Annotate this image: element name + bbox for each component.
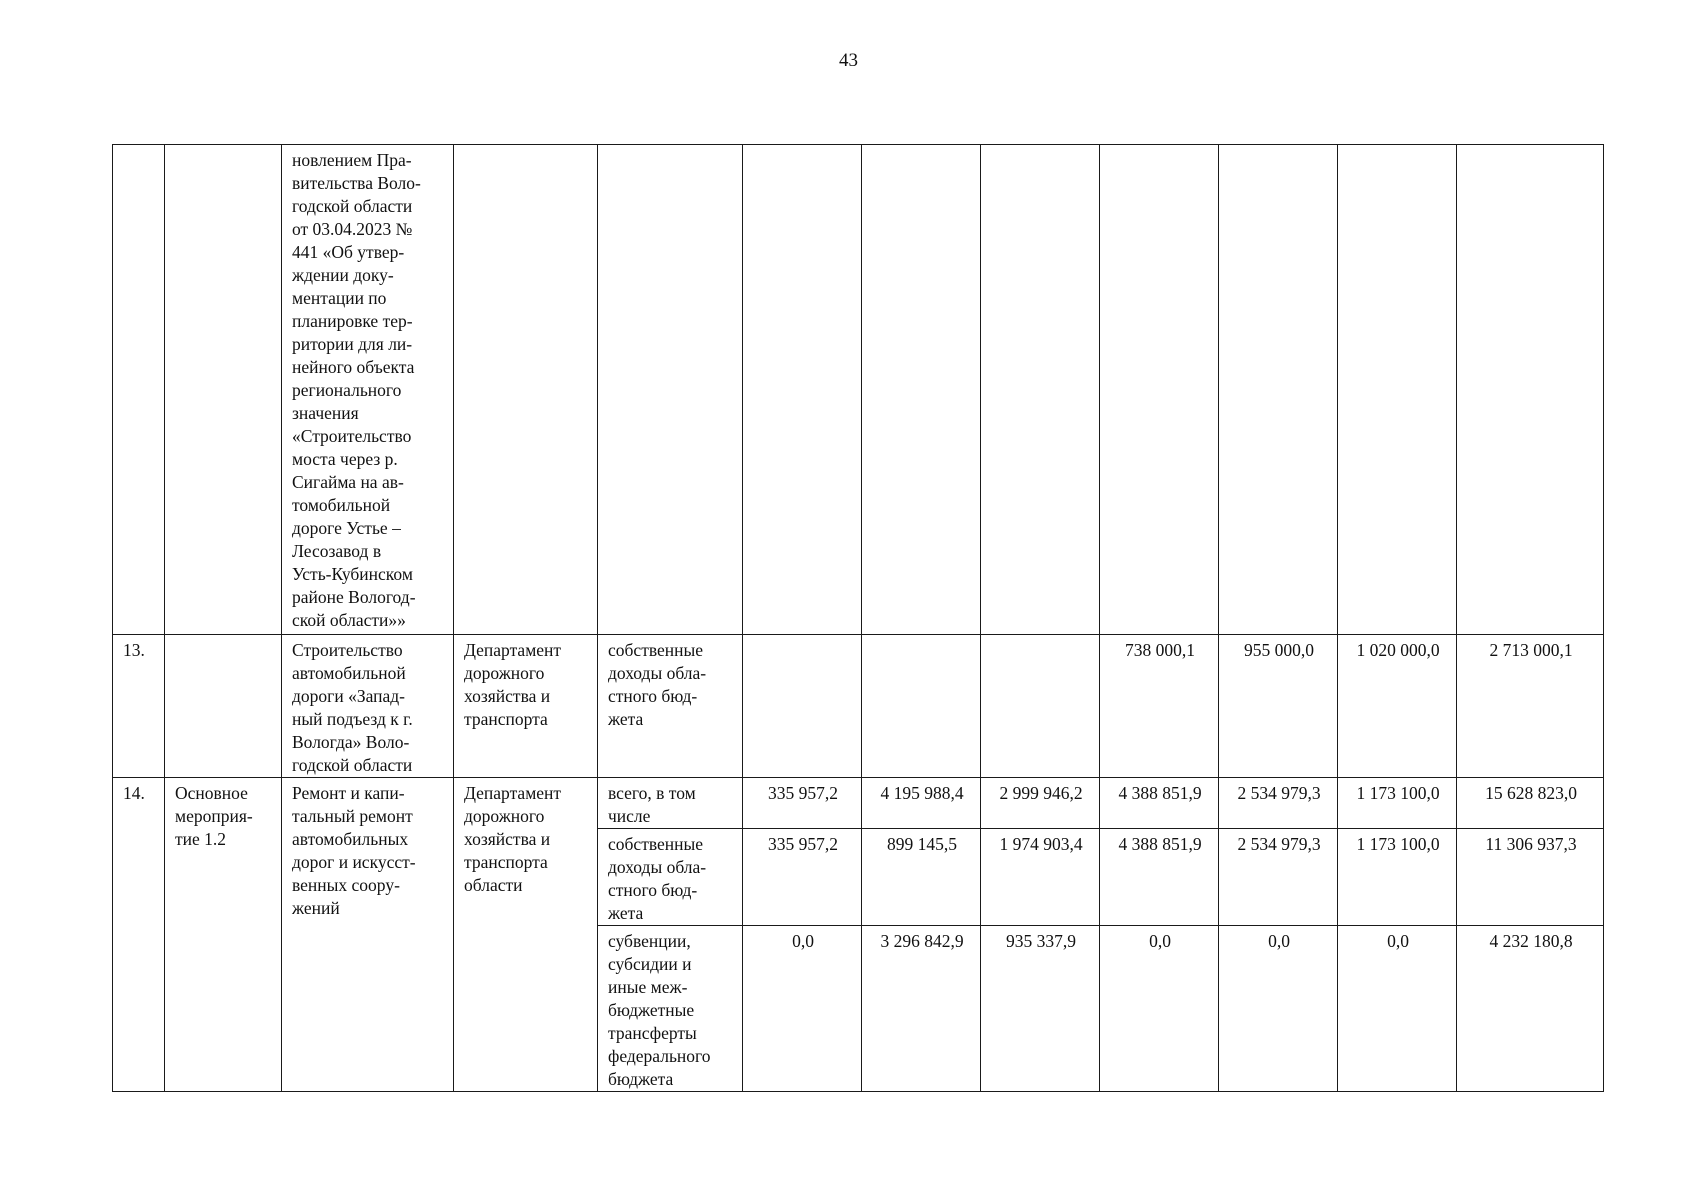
cell-item bbox=[165, 635, 282, 778]
table-row-14-total bbox=[113, 778, 1604, 829]
cell-value bbox=[743, 145, 862, 635]
cell-item: Основное мероприя- тие 1.2 bbox=[165, 778, 282, 1092]
cell-measure: Ремонт и капи- тальный ремонт автомобильных дорог и искусст- венных соору- жений bbox=[282, 778, 454, 1092]
cell-value: 1 173 100,0 bbox=[1338, 829, 1457, 926]
cell-source: собственные доходы обла- стного бюд- жета bbox=[598, 829, 743, 926]
cell-value: 11 306 937,3 bbox=[1457, 829, 1604, 926]
cell-index: 14. bbox=[113, 778, 165, 1092]
cell-executor: Департамент дорожного хозяйства и транспорта bbox=[454, 635, 598, 778]
cell-value: 1 020 000,0 bbox=[1338, 635, 1457, 778]
cell-index bbox=[113, 145, 165, 635]
table-row-continuation bbox=[113, 145, 1604, 635]
cell-value: 3 296 842,9 bbox=[862, 926, 981, 1092]
cell-value: 1 173 100,0 bbox=[1338, 778, 1457, 829]
cell-executor: Департамент дорожного хозяйства и транспорта области bbox=[454, 778, 598, 1092]
cell-value: 335 957,2 bbox=[743, 778, 862, 829]
cell-source bbox=[598, 145, 743, 635]
cell-value: 4 232 180,8 bbox=[1457, 926, 1604, 1092]
cell-measure: Строительство автомобильной дороги «Запад- ный подъезд к г. Вологда» Воло- годской области bbox=[282, 635, 454, 778]
cell-value: 2 713 000,1 bbox=[1457, 635, 1604, 778]
cell-value: 0,0 bbox=[1100, 926, 1219, 1092]
cell-value: 1 974 903,4 bbox=[981, 829, 1100, 926]
cell-measure: новлением Пра- вительства Воло- годской области от 03.04.2023 № 441 «Об утвер- ждении доку- ментации по планировке тер- ритории для ли- нейного объекта регионального значения «Строительство моста через р. Сигайма на ав- томобильной дороге Устье – Лесозавод в Усть-Кубинском районе Вологод- ской области»» bbox=[282, 145, 454, 635]
cell-value bbox=[981, 635, 1100, 778]
cell-value bbox=[1100, 145, 1219, 635]
cell-value bbox=[862, 145, 981, 635]
cell-source: всего, в том числе bbox=[598, 778, 743, 829]
cell-value: 955 000,0 bbox=[1219, 635, 1338, 778]
cell-value bbox=[1457, 145, 1604, 635]
cell-value: 335 957,2 bbox=[743, 829, 862, 926]
cell-value: 2 534 979,3 bbox=[1219, 778, 1338, 829]
cell-value: 0,0 bbox=[1219, 926, 1338, 1092]
cell-value bbox=[981, 145, 1100, 635]
cell-source: субвенции, субсидии и иные меж- бюджетные трансферты федерального бюджета bbox=[598, 926, 743, 1092]
cell-value: 738 000,1 bbox=[1100, 635, 1219, 778]
cell-value: 899 145,5 bbox=[862, 829, 981, 926]
table-row-13 bbox=[113, 635, 1604, 778]
funding-table bbox=[112, 144, 1604, 1092]
cell-value: 15 628 823,0 bbox=[1457, 778, 1604, 829]
cell-executor bbox=[454, 145, 598, 635]
cell-value bbox=[862, 635, 981, 778]
cell-value: 4 195 988,4 bbox=[862, 778, 981, 829]
cell-value: 0,0 bbox=[743, 926, 862, 1092]
cell-value: 4 388 851,9 bbox=[1100, 778, 1219, 829]
cell-value: 2 999 946,2 bbox=[981, 778, 1100, 829]
cell-value bbox=[1219, 145, 1338, 635]
cell-value: 2 534 979,3 bbox=[1219, 829, 1338, 926]
cell-value bbox=[743, 635, 862, 778]
cell-value: 935 337,9 bbox=[981, 926, 1100, 1092]
cell-value: 4 388 851,9 bbox=[1100, 829, 1219, 926]
cell-item bbox=[165, 145, 282, 635]
cell-value bbox=[1338, 145, 1457, 635]
cell-value: 0,0 bbox=[1338, 926, 1457, 1092]
cell-source: собственные доходы обла- стного бюд- жета bbox=[598, 635, 743, 778]
page-number: 43 bbox=[839, 50, 858, 71]
cell-index: 13. bbox=[113, 635, 165, 778]
